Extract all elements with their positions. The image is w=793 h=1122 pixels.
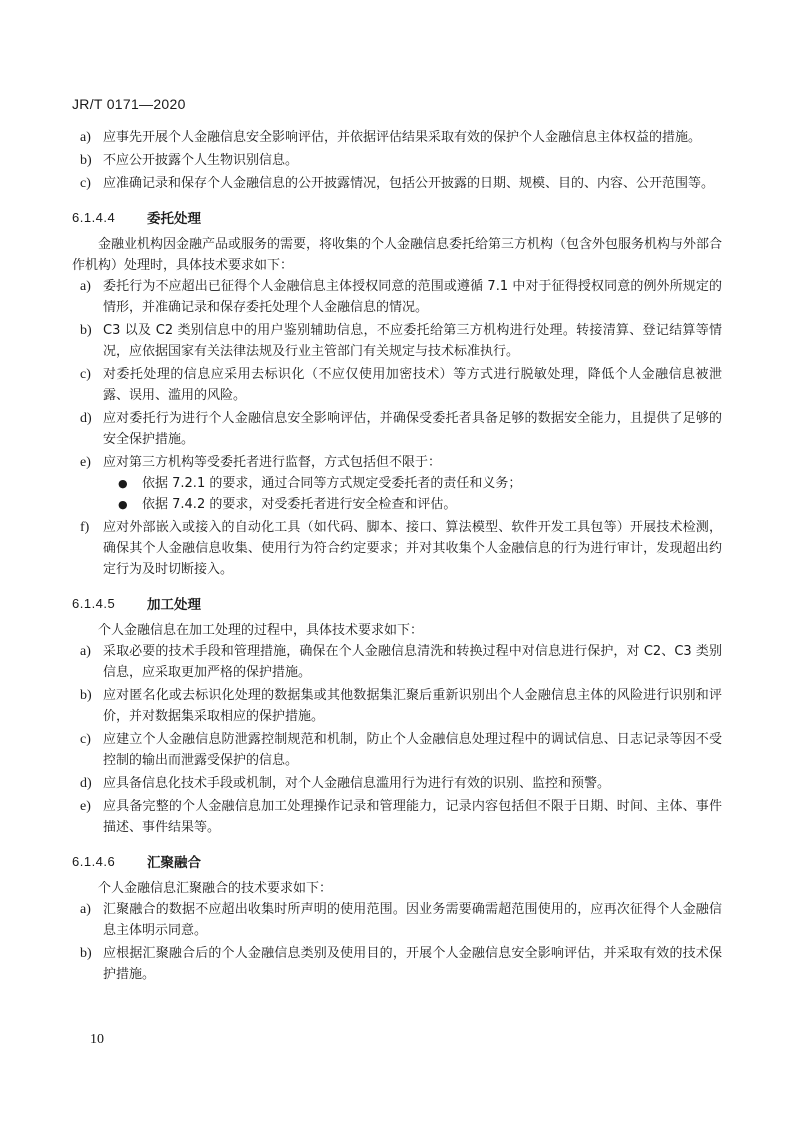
item-text: 应准确记录和保存个人金融信息的公开披露情况，包括公开披露的日期、规模、目的、内容、公开范围等。: [103, 176, 715, 191]
section-heading-6144: [72, 206, 722, 228]
item-label: c): [80, 367, 91, 382]
list-item: [72, 943, 722, 985]
item-label: a): [80, 644, 91, 659]
list-item: [72, 408, 722, 450]
bullet-item: [72, 494, 722, 515]
list-item: [72, 320, 722, 362]
item-text: 应对委托行为进行个人金融信息安全影响评估，并确保受委托者具备足够的数据安全能力，且提供了足够的安全保护措施。: [103, 411, 722, 447]
item-label: c): [80, 176, 91, 191]
item-text: 不应公开披露个人生物识别信息。: [103, 153, 299, 168]
section-title: 汇聚融合: [147, 855, 201, 871]
item-text: 应对匿名化或去标识化处理的数据集或其他数据集汇聚后重新识别出个人金融信息主体的风险进行识别和评价，并对数据集采取相应的保护措施。: [103, 688, 722, 724]
bullet-item: [72, 473, 722, 494]
section-intro: 金融业机构因金融产品或服务的需要，将收集的个人金融信息委托给第三方机构（包含外包服务机构与外部合作机构）处理时，具体技术要求如下：: [72, 237, 723, 273]
section-intro: 个人金融信息在加工处理的过程中，具体技术要求如下：: [98, 623, 424, 638]
section-heading-6145: [72, 592, 722, 614]
item-text: 对委托处理的信息应采用去标识化（不应仅使用加密技术）等方式进行脱敏处理，降低个人金融信息被泄露、误用、滥用的风险。: [103, 367, 722, 403]
item-text: 应对第三方机构等受委托者进行监督，方式包括但不限于：: [103, 455, 442, 470]
page-number: 10: [90, 1032, 104, 1047]
list-item: [72, 517, 722, 580]
item-label: f): [80, 520, 90, 535]
list-item: [72, 685, 722, 727]
document-code: JR/T 0171—2020: [72, 96, 186, 112]
section-number: 6.1.4.6: [72, 853, 116, 869]
item-label: b): [80, 946, 92, 961]
item-label: b): [80, 323, 92, 338]
item-text: 应事先开展个人金融信息安全影响评估，并依据评估结果采取有效的保护个人金融信息主体权益的措施。: [103, 130, 702, 145]
bullet-icon: ●: [118, 477, 128, 490]
list-item: [72, 150, 722, 171]
list-item: [72, 729, 722, 771]
list-item: [72, 276, 722, 318]
item-label: d): [80, 411, 92, 426]
item-text: 汇聚融合的数据不应超出收集时所声明的使用范围。因业务需要确需超范围使用的，应再次征得个人金融信息主体明示同意。: [103, 902, 722, 938]
intro-list: [72, 127, 722, 194]
bullet-text: 依据 7.4.2 的要求，对受委托者进行安全检查和评估。: [142, 497, 457, 512]
item-text: 应建立个人金融信息防泄露控制规范和机制，防止个人金融信息处理过程中的调试信息、日志记录等因不受控制的输出而泄露受保护的信息。: [103, 732, 722, 768]
item-label: a): [80, 902, 91, 917]
item-label: d): [80, 776, 92, 791]
item-text: 应根据汇聚融合后的个人金融信息类别及使用目的，开展个人金融信息安全影响评估，并采取有效的技术保护措施。: [103, 946, 722, 982]
section-number: 6.1.4.5: [72, 595, 116, 611]
list-item: [72, 773, 722, 794]
item-label: e): [80, 799, 91, 814]
section-title: 加工处理: [147, 597, 201, 613]
item-text: 应具备信息化技术手段或机制，对个人金融信息滥用行为进行有效的识别、监控和预警。: [103, 776, 611, 791]
section-number: 6.1.4.4: [72, 209, 116, 225]
list-item: [72, 452, 722, 473]
item-text: C3 以及 C2 类别信息中的用户鉴别辅助信息，不应委托给第三方机构进行处理。转接清算、登记结算等情况，应依据国家有关法律法规及行业主管部门有关规定与技术标准执行。: [103, 323, 722, 359]
list-item: [72, 899, 722, 941]
item-label: c): [80, 732, 91, 747]
item-label: a): [80, 279, 91, 294]
bullet-text: 依据 7.2.1 的要求，通过合同等方式规定受委托者的责任和义务；: [142, 476, 522, 491]
item-label: b): [80, 688, 92, 703]
list-item: [72, 127, 722, 148]
list-item: [72, 173, 722, 194]
item-text: 委托行为不应超出已征得个人金融信息主体授权同意的范围或遵循 7.1 中对于征得授权同意的例外所规定的情形，并准确记录和保存委托处理个人金融信息的情况。: [103, 279, 722, 315]
section-intro: 个人金融信息汇聚融合的技术要求如下：: [98, 881, 333, 896]
section-heading-6146: [72, 850, 722, 872]
item-label: b): [80, 153, 92, 168]
item-text: 应具备完整的个人金融信息加工处理操作记录和管理能力，记录内容包括但不限于日期、时间、主体、事件描述、事件结果等。: [103, 799, 722, 835]
item-label: a): [80, 130, 91, 145]
item-label: e): [80, 455, 91, 470]
list-item: [72, 364, 722, 406]
item-text: 采取必要的技术手段和管理措施，确保在个人金融信息清洗和转换过程中对信息进行保护，对 C2、C3 类别信息，应采取更加严格的保护措施。: [103, 644, 722, 680]
list-item: [72, 796, 722, 838]
bullet-icon: ●: [118, 498, 128, 511]
document-body: [72, 127, 722, 987]
section-title: 委托处理: [147, 211, 201, 227]
list-item: [72, 641, 722, 683]
item-text: 应对外部嵌入或接入的自动化工具（如代码、脚本、接口、算法模型、软件开发工具包等）开展技术检测，确保其个人金融信息收集、使用行为符合约定要求；并对其收集个人金融信息的行为进行审计，发现超出约定行为及时切断接入。: [103, 520, 722, 577]
